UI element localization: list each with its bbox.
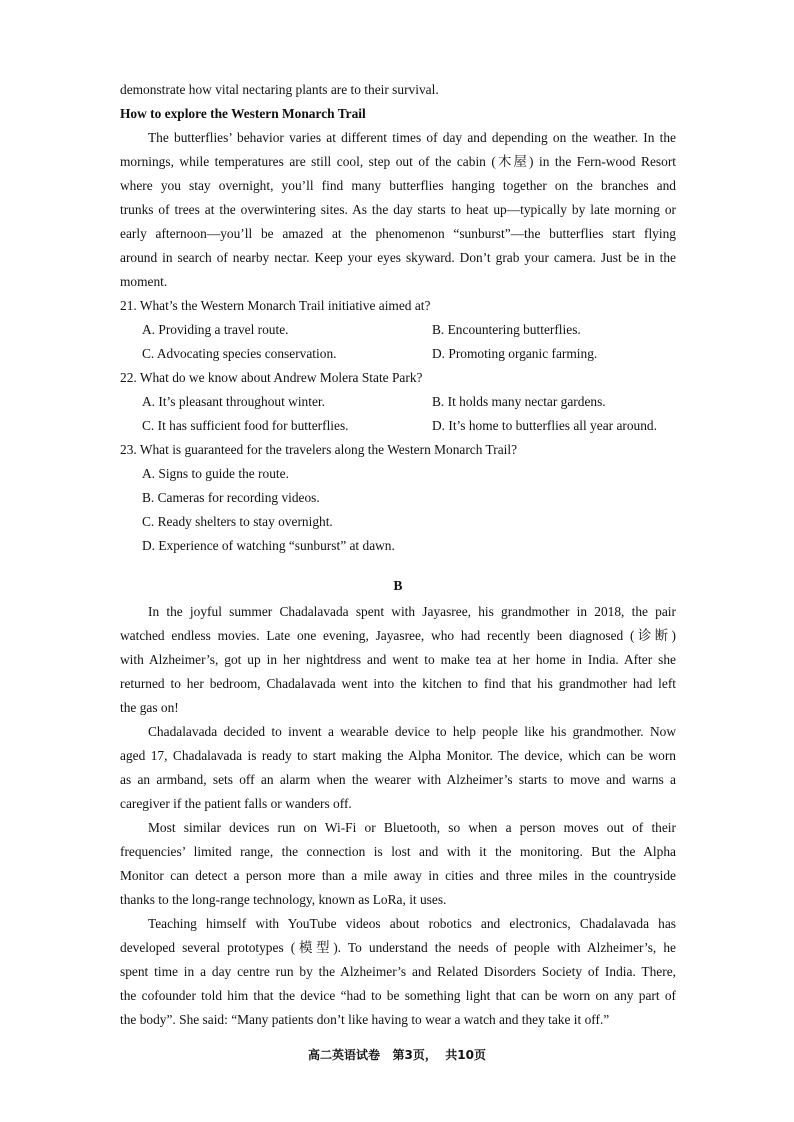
- option-a: A. Providing a travel route.: [142, 322, 289, 337]
- paragraph-line: caregiver if the patient falls or wanders off.: [120, 796, 352, 811]
- paragraph-line: frequencies’ limited range, the connection is lost and with it the monitoring. But the Alpha: [120, 844, 676, 859]
- closing-line: demonstrate how vital nectaring plants are to their survival.: [120, 82, 439, 97]
- option-row: [120, 414, 676, 438]
- question-stem: 21. What’s the Western Monarch Trail initiative aimed at?: [120, 298, 431, 313]
- question-21: [120, 294, 676, 366]
- paragraph-line: where you stay overnight, you’ll find many butterflies hanging together on the branches and: [120, 178, 676, 193]
- paragraph-line: Teaching himself with YouTube videos about robotics and electronics, Chadalavada has: [148, 916, 676, 931]
- passage-b-paragraph-1: [120, 600, 676, 720]
- option-d: D. It’s home to butterflies all year around.: [432, 418, 657, 433]
- paragraph-line: the gas on!: [120, 700, 179, 715]
- paragraph-line: Monitor can detect a person more than a mile away in cities and three miles in the countryside: [120, 868, 676, 883]
- option-b: B. Cameras for recording videos.: [142, 490, 320, 505]
- option-d: D. Experience of watching “sunburst” at dawn.: [142, 538, 395, 553]
- option-c: C. Ready shelters to stay overnight.: [142, 514, 333, 529]
- option-c: C. It has sufficient food for butterflies.: [142, 418, 349, 433]
- passage-b-paragraph-4: [120, 912, 676, 1032]
- paragraph-line: Chadalavada decided to invent a wearable device to help people like his grandmother. Now: [148, 724, 676, 739]
- option-b: B. Encountering butterflies.: [432, 322, 581, 337]
- passage-b-paragraph-3: [120, 816, 676, 912]
- paragraph-line: thanks to the long-range technology, known as LoRa, it uses.: [120, 892, 447, 907]
- paragraph-line: aged 17, Chadalavada is ready to start making the Alpha Monitor. The device, which can be worn: [120, 748, 676, 763]
- option-row: [120, 318, 676, 342]
- option-b: B. It holds many nectar gardens.: [432, 394, 606, 409]
- paragraph-line: spent time in a day centre run by the Alzheimer’s and Related Disorders Society of India. There,: [120, 964, 676, 979]
- question-23: [120, 438, 676, 558]
- paragraph-line: watched endless movies. Late one evening, Jayasree, who had recently been diagnosed (诊断): [120, 628, 676, 643]
- paragraph-line: developed several prototypes (模型). To understand the needs of people with Alzheimer’s, he: [120, 940, 676, 955]
- question-22: [120, 366, 676, 438]
- paragraph-line: early afternoon—you’ll be amazed at the phenomenon “sunburst”—the butterflies start flying: [120, 226, 676, 241]
- option-a: A. Signs to guide the route.: [142, 466, 289, 481]
- trail-paragraph: [120, 126, 676, 294]
- page-footer: 高二英语试卷 第3页， 共10页: [308, 1048, 486, 1062]
- paragraph-line: trunks of trees at the overwintering sites. As the day starts to heat up—typically by late morning or: [120, 202, 676, 217]
- option-row: [120, 342, 676, 366]
- paragraph-line: mornings, while temperatures are still cool, step out of the cabin (木屋) in the Fern-wood Resort: [120, 154, 676, 169]
- option-a: A. It’s pleasant throughout winter.: [142, 394, 325, 409]
- paragraph-line: returned to her bedroom, Chadalavada went into the kitchen to find that his grandmother had left: [120, 676, 676, 691]
- section-letter: B: [393, 578, 403, 593]
- passage-b-paragraph-2: [120, 720, 676, 816]
- section-heading: How to explore the Western Monarch Trail: [120, 106, 366, 121]
- paragraph-line: Most similar devices run on Wi-Fi or Bluetooth, so when a person moves out of their: [148, 820, 676, 835]
- paragraph-line: with Alzheimer’s, got up in her nightdress and went to make tea at her home in India. After she: [120, 652, 676, 667]
- paragraph-line: as an armband, sets off an alarm when the wearer with Alzheimer’s starts to move and warns a: [120, 772, 676, 787]
- paragraph-line: In the joyful summer Chadalavada spent with Jayasree, his grandmother in 2018, the pair: [148, 604, 676, 619]
- option-d: D. Promoting organic farming.: [432, 346, 598, 361]
- question-stem: 23. What is guaranteed for the travelers along the Western Monarch Trail?: [120, 442, 518, 457]
- option-row: [120, 390, 676, 414]
- paragraph-line: around in search of nearby nectar. Keep your eyes skyward. Don’t grab your camera. Just be in the: [120, 250, 676, 265]
- paragraph-line: the body”. She said: “Many patients don’t like having to wear a watch and they take it off.”: [120, 1012, 610, 1027]
- page-content: [120, 78, 676, 1032]
- paragraph-line: the cofounder told him that the device “had to be something light that can be worn on any part of: [120, 988, 676, 1003]
- option-c: C. Advocating species conservation.: [142, 346, 337, 361]
- paragraph-line: moment.: [120, 274, 168, 289]
- question-stem: 22. What do we know about Andrew Molera State Park?: [120, 370, 423, 385]
- paragraph-line: The butterflies’ behavior varies at different times of day and depending on the weather. In the: [148, 130, 676, 145]
